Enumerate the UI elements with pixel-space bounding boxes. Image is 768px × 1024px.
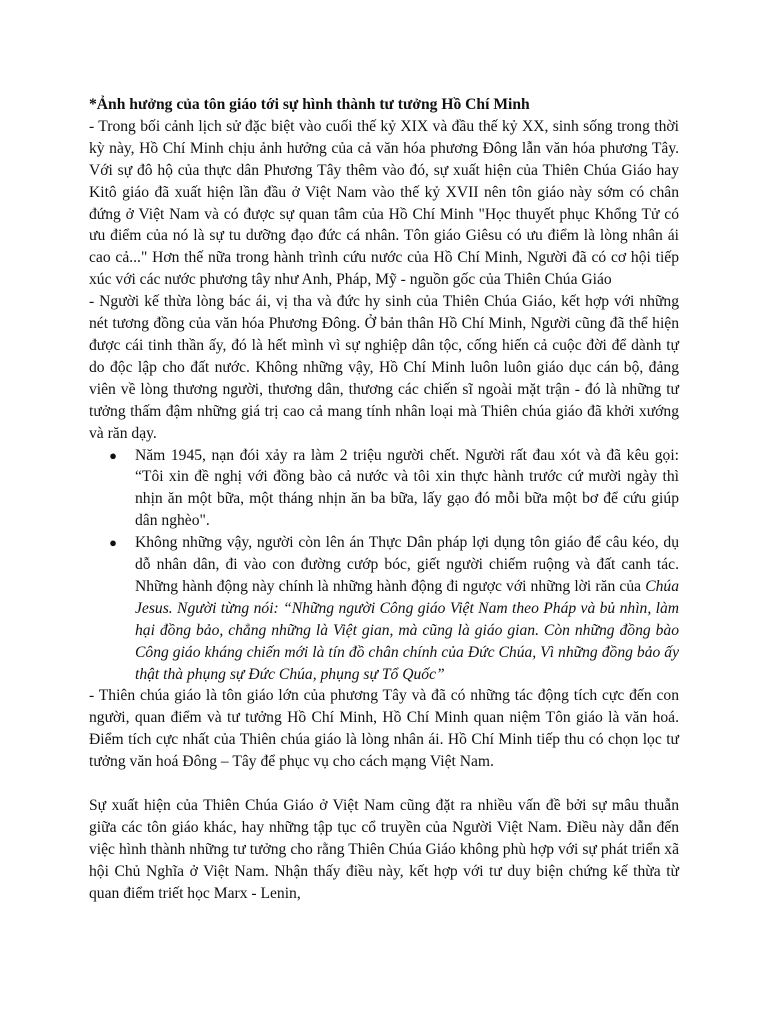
paragraph-spacer — [89, 773, 679, 795]
bullet-list — [89, 445, 679, 686]
bullet-item-famine — [89, 445, 679, 533]
document-page — [89, 94, 679, 905]
paragraph-religion-culture: - Thiên chúa giáo là tôn giáo lớn của phương Tây và đã có những tác động tích cực đến con người, quan điểm và tư tưởng Hồ Chí Minh, Hồ Chí Minh quan niệm Tôn giáo là văn hoá. Điểm tích cực nhất của Thiên chúa giáo là lòng nhân ái. Hồ Chí Minh tiếp thu có chọn lọc tư tưởng văn hoá Đông – Tây để phục vụ cho cách mạng Việt Nam. — [89, 687, 679, 771]
bullet-item-condemnation — [89, 532, 679, 685]
bullet-icon: ● — [109, 535, 117, 551]
bullet-text: Năm 1945, nạn đói xảy ra làm 2 triệu người chết. Người rất đau xót và đã kêu gọi: “Tôi xin đề nghị với đồng bào cả nước và tôi xin thực hành trước cứ mười ngày thì nhịn ăn một bữa, một tháng nhịn ăn ba bữa, lấy gạo đó mỗi bữa một bơ để cứu giúp dân nghèo". — [135, 446, 679, 530]
section-title: *Ảnh hưởng của tôn giáo tới sự hình thành tư tưởng Hồ Chí Minh — [89, 96, 530, 113]
paragraph-inheritance: - Người kế thừa lòng bác ái, vị tha và đức hy sinh của Thiên Chúa Giáo, kết hợp với những nét tương đồng của văn hóa Phương Đông. Ở bản thân Hồ Chí Minh, Người cũng đã thể hiện được cái tinh thần ấy, đó là hết mình vì sự nghiệp dân tộc, cống hiến cả cuộc đời để dành tự do độc lập cho đất nước. Không những vậy, Hồ Chí Minh luôn luôn giáo dục cán bộ, đảng viên về lòng thương người, thương dân, thương các chiến sĩ ngoài mặt trận - đó là những tư tưởng thấm đậm những giá trị cao cả mang tính nhân loại mà Thiên chúa giáo đã khởi xướng và răn dạy. — [89, 293, 679, 442]
bullet-quote: Chúa Jesus. Người từng nói: “Những người Công giáo Việt Nam theo Pháp và bủ nhìn, làm hại đồng bảo, chẳng những là Việt gian, mà cũng là giáo gian. Còn những đồng bào Công giáo kháng chiến mới là tín đồ chân chính của Đức Chúa, Vì những đồng bảo ấy thật thà phụng sự Đức Chúa, phụng sự Tổ Quốc” — [135, 577, 679, 683]
bullet-icon: ● — [109, 447, 117, 463]
paragraph-context: - Trong bối cảnh lịch sử đặc biệt vào cuối thế kỷ XIX và đầu thế kỷ XX, sinh sống trong thời kỳ này, Hồ Chí Minh chịu ảnh hưởng của cả văn hóa phương Đông lẫn văn hóa phương Tây. Với sự đô hộ của thực dân Phương Tây thêm vào đó, sự xuất hiện của Thiên Chúa Giáo hay Kitô giáo đã xuất hiện lần đầu ở Việt Nam vào thế kỷ XVII nên tôn giáo này sớm có chân đứng ở Việt Nam và có được sự quan tâm của Hồ Chí Minh "Học thuyết phục Khổng Tử có ưu điểm của nó là sự tu dưỡng đạo đức cá nhân. Tôn giáo Giêsu có ưu điểm là lòng nhân ái cao cả..." Hơn thế nữa trong hành trình cứu nước của Hồ Chí Minh, Người đã có cơ hội tiếp xúc với các nước phương tây như Anh, Pháp, Mỹ - nguồn gốc của Thiên Chúa Giáo — [89, 117, 679, 289]
paragraph-conflict: Sự xuất hiện của Thiên Chúa Giáo ở Việt Nam cũng đặt ra nhiều vấn đề bởi sự mâu thuẫn giữa các tôn giáo khác, hay những tập tục cổ truyền của Người Việt Nam. Điều này dẫn đến việc hình thành những tư tưởng cho rằng Thiên Chúa Giáo không phù hợp với sự phát triển xã hội Chủ Nghĩa ở Việt Nam. Nhận thấy điều này, kết hợp với tư duy biện chứng kế thừa từ quan điểm triết học Marx - Lenin, — [89, 796, 679, 902]
bullet-text: Không những vậy, người còn lên án Thực Dân pháp lợi dụng tôn giáo để câu kéo, dụ dỗ nhân dân, đi vào con đường cướp bóc, giết người chiếm ruộng và đất canh tác. Những hành động này chính là những hành động đi ngược với những lời răn của — [135, 534, 679, 595]
